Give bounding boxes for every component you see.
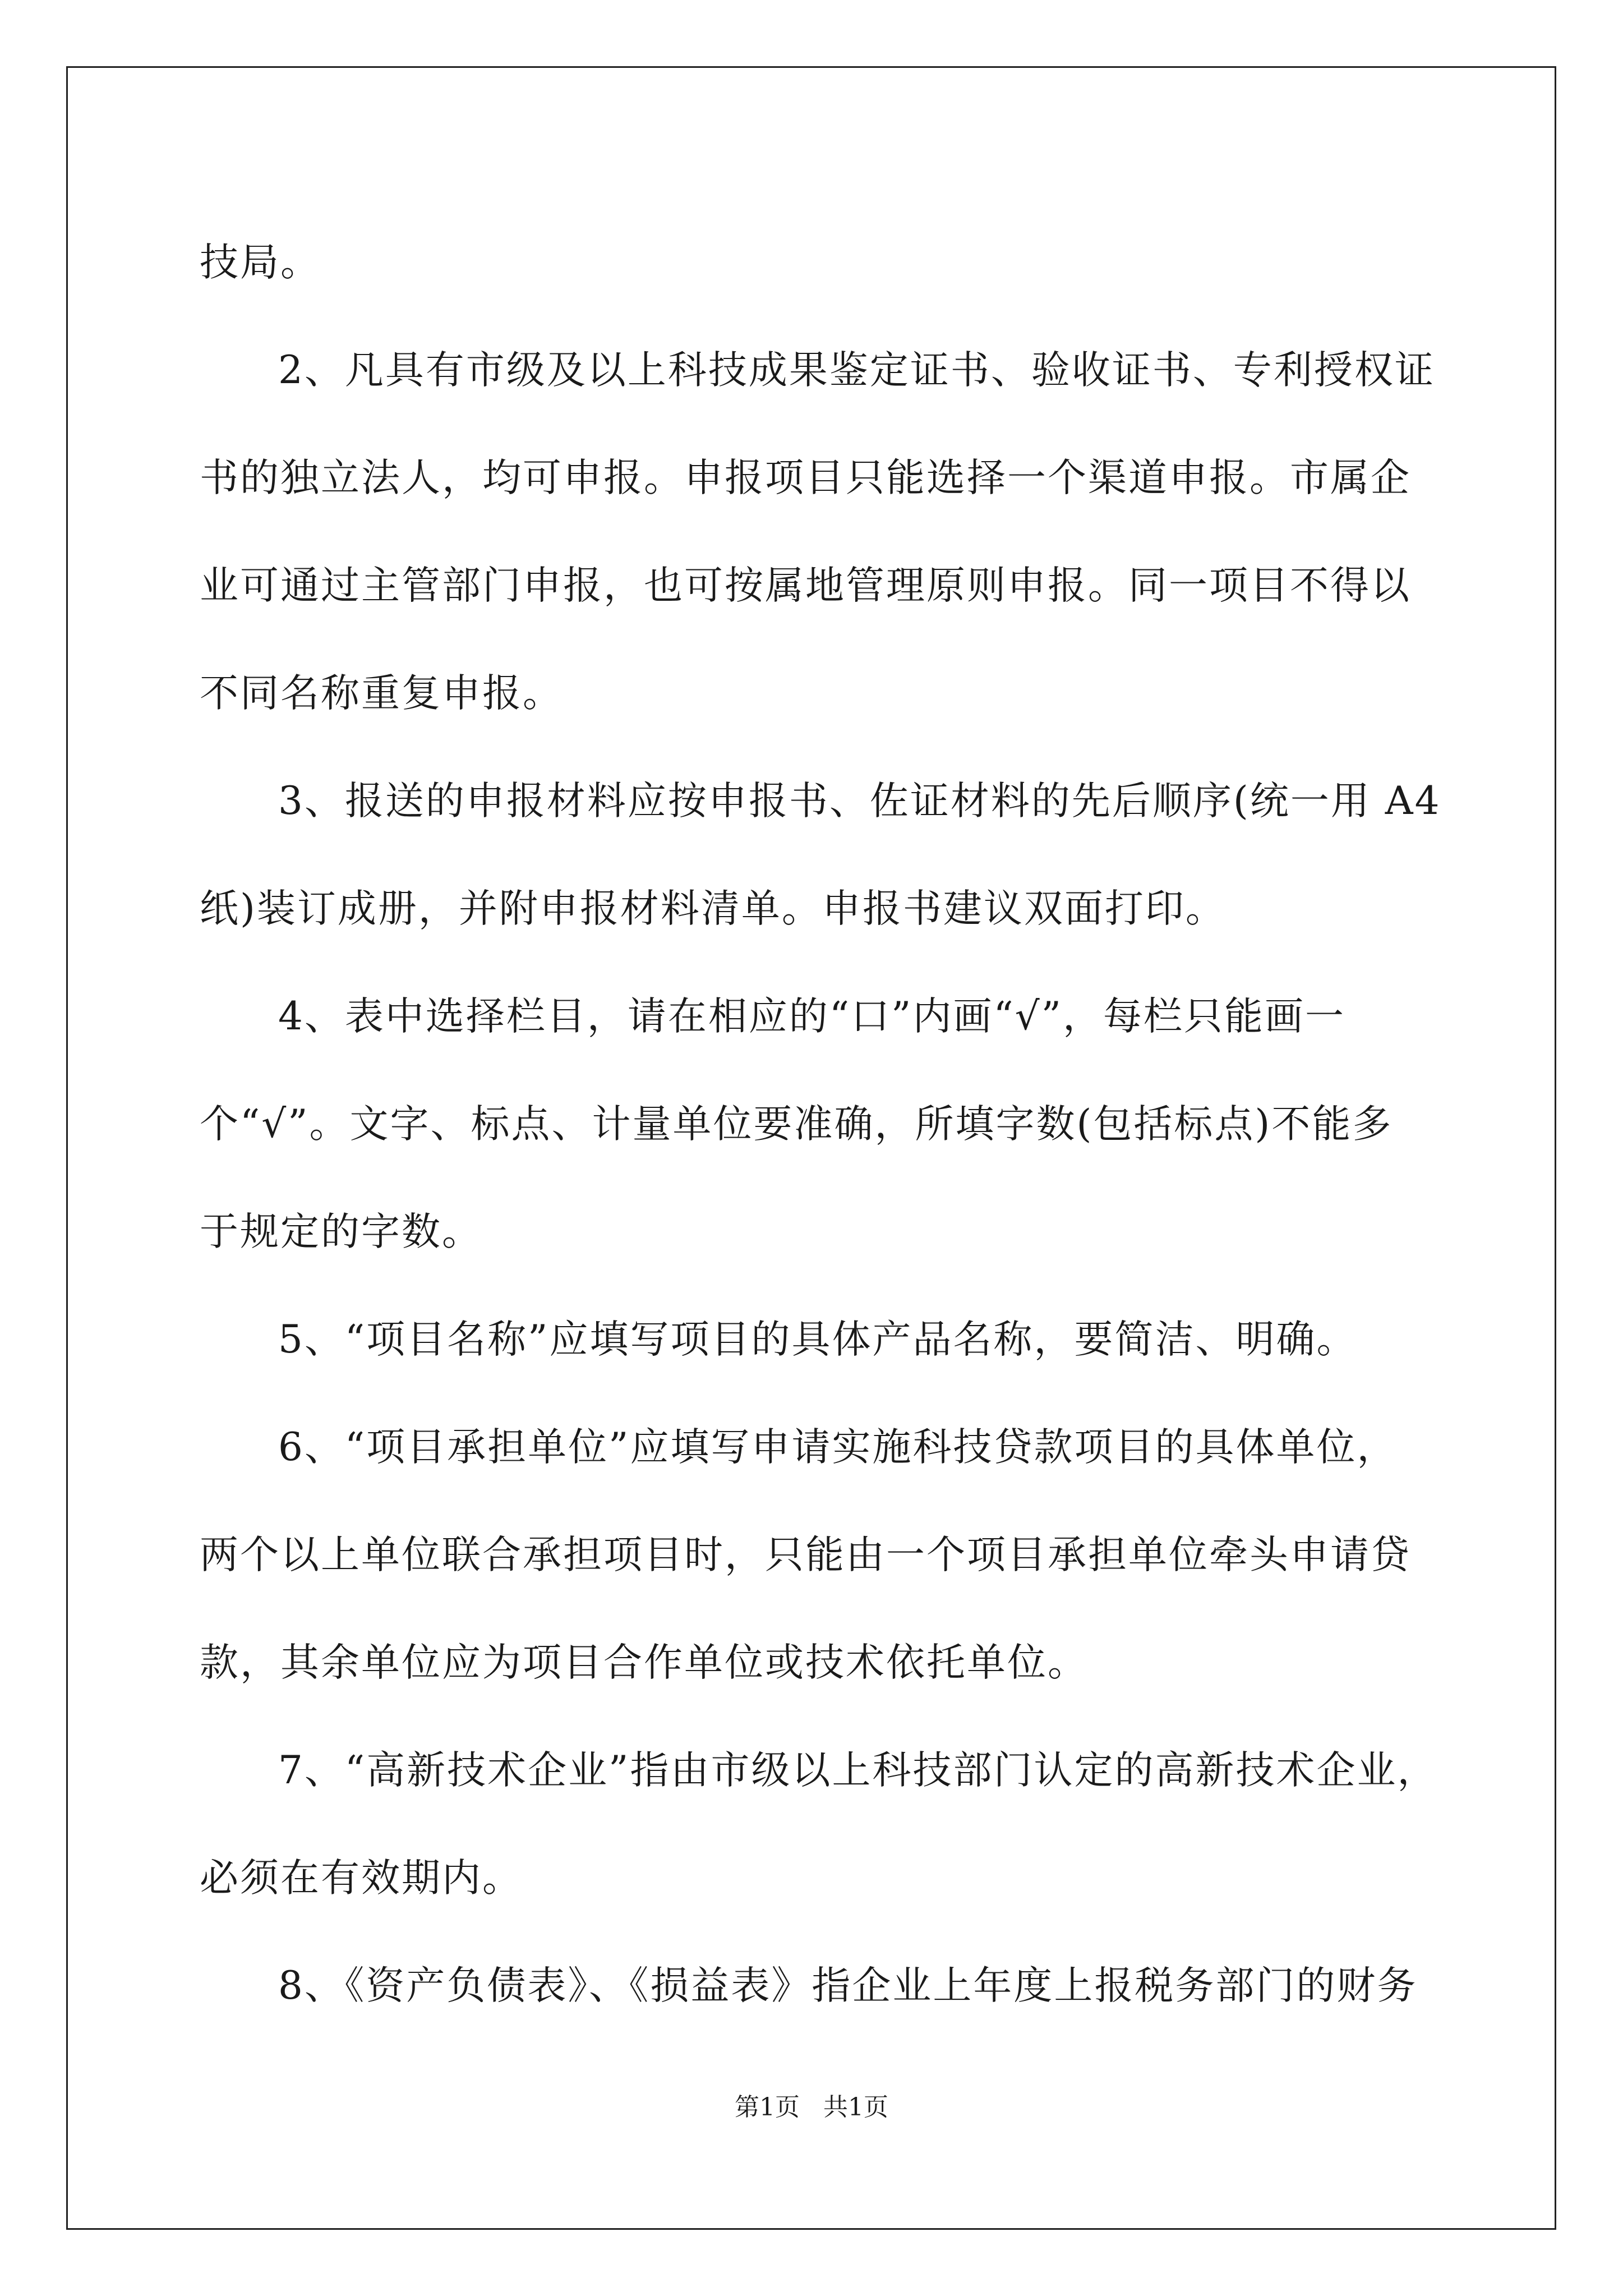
text-line: 款，其余单位应为项目合作单位或技术依托单位。 (200, 1640, 1088, 1685)
text-line: 于规定的字数。 (200, 1209, 482, 1254)
text-line: 6、“项目承担单位”应填写申请实施科技贷款项目的具体单位， (278, 1425, 1398, 1470)
page-number-footer: 第1页 共1页 (735, 2093, 888, 2122)
text-line: 必须在有效期内。 (200, 1856, 523, 1901)
text-line: 业可通过主管部门申报，也可按属地管理原则申报。同一项目不得以 (200, 563, 1411, 608)
text-line: 不同名称重复申报。 (200, 671, 563, 716)
text-line: 4、表中选择栏目，请在相应的“口”内画“√”，每栏只能画一 (278, 994, 1345, 1039)
text-line: 两个以上单位联合承担项目时，只能由一个项目承担单位牵头申请贷 (200, 1533, 1411, 1577)
text-line: 3、报送的申报材料应按申报书、佐证材料的先后顺序(统一用 A4 (278, 779, 1441, 823)
text-line: 技局。 (200, 240, 321, 285)
text-line: 5、“项目名称”应填写项目的具体产品名称，要简洁、明确。 (278, 1317, 1357, 1362)
text-line: 个“√”。文字、标点、计量单位要准确，所填字数(包括标点)不能多 (200, 1102, 1393, 1147)
document-body (200, 209, 1441, 2040)
text-line: 纸)装订成册，并附申报材料清单。申报书建议双面打印。 (200, 886, 1226, 931)
text-line: 2、凡具有市级及以上科技成果鉴定证书、验收证书、专利授权证 (278, 348, 1435, 393)
text-line: 8、《资产负债表》、《损益表》指企业上年度上报税务部门的财务 (278, 1963, 1418, 2008)
text-line: 7、“高新技术企业”指由市级以上科技部门认定的高新技术企业， (278, 1748, 1438, 1793)
text-line: 书的独立法人，均可申报。申报项目只能选择一个渠道申报。市属企 (200, 455, 1411, 500)
